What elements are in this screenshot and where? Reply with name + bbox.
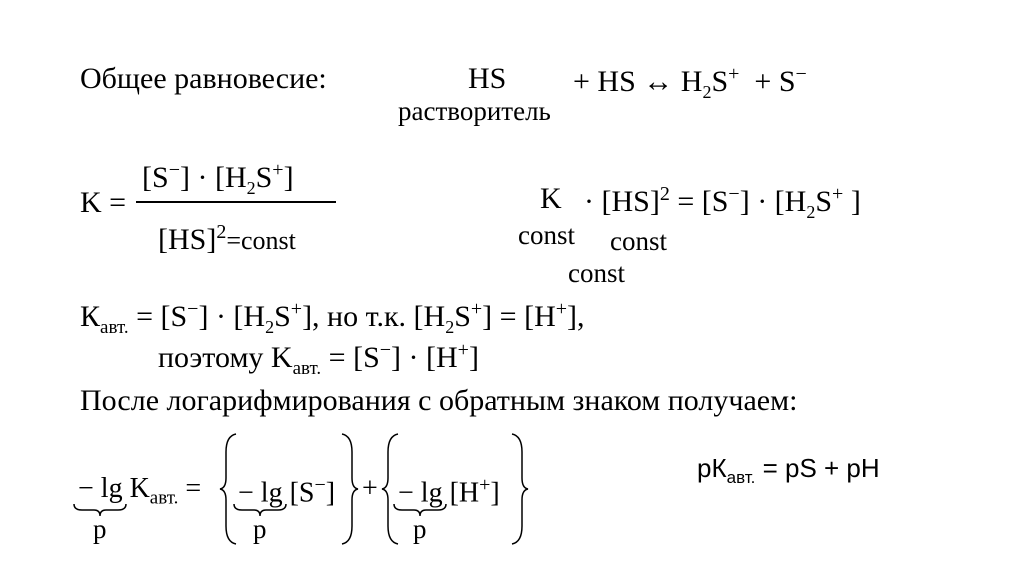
superscript-2: 2 bbox=[216, 221, 227, 243]
log-statement: После логарифмирования с обратным знаком получаем: bbox=[80, 384, 798, 417]
h-symbol: H bbox=[680, 65, 703, 98]
const-label-1: const bbox=[518, 220, 575, 250]
k-const: K bbox=[540, 182, 562, 215]
p-label-1: p bbox=[93, 514, 107, 544]
const-label-3: const bbox=[568, 258, 625, 288]
k-auto-definition: $К_{авт.} = [S^-] \cdot [H_2S^+]$, но т.к. $[H_2S^+] = [H^+]$, bbox=[80, 298, 585, 338]
lg-k-auto: − $\lg K_{авт.}$ = bbox=[78, 473, 202, 509]
p-label-3: p bbox=[413, 514, 427, 544]
s-symbol: S bbox=[711, 65, 729, 98]
p-label-2: p bbox=[253, 514, 267, 544]
solvent-label: растворитель bbox=[398, 96, 551, 126]
pk-result: $pК_{авт.}$ = pS + pH bbox=[697, 453, 880, 488]
left-brace-1-icon bbox=[218, 432, 240, 546]
lg-h-plus: − lg [H+] bbox=[398, 474, 500, 509]
hs-solvent: HS bbox=[468, 62, 507, 95]
plus-s: + S bbox=[754, 65, 796, 98]
equilibrium-arrow: ↔ bbox=[643, 65, 674, 98]
fraction-bar bbox=[136, 201, 336, 203]
right-brace-1-icon bbox=[338, 432, 360, 546]
equilibrium-equation bbox=[573, 64, 807, 101]
const-equation: · $[HS]^2 = [S^-] \cdot [H_2S^+$ ] bbox=[584, 183, 861, 222]
equilibrium-label: Общее равновесие: bbox=[80, 62, 327, 95]
plus-sign: + bbox=[362, 473, 378, 504]
superscript-minus: − bbox=[795, 63, 807, 85]
fraction-numerator: $[S^-] \cdot [H_2S^+]$ bbox=[142, 159, 294, 198]
lg-s-minus: − lg [S−] bbox=[238, 474, 336, 509]
right-brace-2-icon bbox=[508, 432, 530, 546]
equals-const: =const bbox=[226, 226, 296, 255]
const-label-2: const bbox=[610, 226, 667, 256]
superscript-plus: + bbox=[728, 63, 740, 85]
k-auto-therefore: поэтому $K_{авт.} = [S^-] \cdot [H^+]$ bbox=[158, 339, 479, 379]
fraction-denominator: [HS]$^2$=const bbox=[158, 221, 296, 256]
subscript-2: 2 bbox=[702, 82, 712, 102]
plus-hs: + HS bbox=[573, 65, 636, 98]
k-equals: K = bbox=[80, 186, 127, 219]
